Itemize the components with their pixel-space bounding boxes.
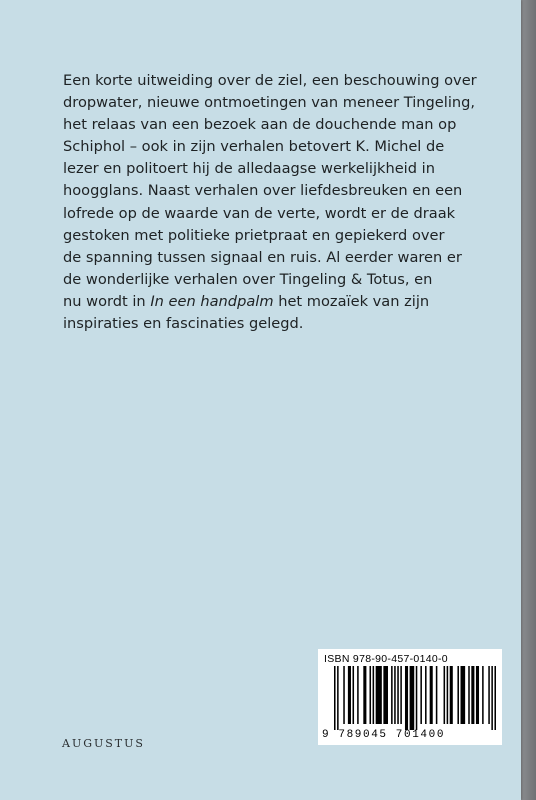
blurb-line: hoogglans. Naast verhalen over liefdesbreuken en een — [63, 182, 463, 200]
blurb-line: Schiphol – ook in zijn verhalen betovert K. Michel de — [63, 138, 445, 156]
barcode-bar — [471, 666, 474, 724]
barcode-bar — [482, 666, 484, 724]
blurb-line: lofrede op de waarde van de verte, wordt er de draak — [63, 204, 456, 222]
barcode-bar — [376, 666, 382, 724]
barcode-icon — [334, 666, 496, 730]
barcode-bar — [383, 666, 388, 724]
isbn-label: ISBN 978-90-457-0140-0 — [324, 653, 448, 665]
barcode-bar — [391, 666, 393, 724]
blurb-line: het relaas van een bezoek aan de douchende man op — [63, 116, 457, 134]
barcode-box — [318, 649, 502, 745]
barcode-bar — [416, 666, 418, 730]
barcode-bar — [357, 666, 359, 724]
barcode-bar — [369, 666, 371, 724]
barcode-bar — [405, 666, 408, 730]
barcode-bar — [425, 666, 427, 724]
publisher-name: AUGUSTUS — [62, 737, 145, 750]
barcode-bar — [373, 666, 375, 724]
barcode-bar — [353, 666, 355, 724]
barcode-bar — [394, 666, 396, 724]
barcode-bar — [468, 666, 470, 724]
barcode-bar — [494, 666, 496, 730]
barcode-bar — [444, 666, 446, 724]
barcode-bar — [410, 666, 415, 730]
barcode-bar — [450, 666, 453, 724]
blurb-line: gestoken met politieke prietpraat en gepiekerd over — [63, 226, 445, 244]
blurb-post: het mozaïek van zijn — [273, 292, 430, 310]
blurb-line: inspiraties en fascinaties gelegd. — [63, 315, 304, 333]
blurb-line: dropwater, nieuwe ontmoetingen van meneer Tingeling, — [63, 94, 476, 112]
barcode-bar — [397, 666, 399, 724]
ean-digits: 9 789045 701400 — [322, 729, 446, 741]
page-edge — [520, 0, 536, 800]
blurb-line: de wonderlijke verhalen over Tingeling & Totus, en — [63, 270, 433, 288]
barcode-bar — [436, 666, 438, 724]
blurb-pre: nu wordt in — [63, 292, 151, 310]
barcode-bar — [491, 666, 493, 730]
blurb-line: de spanning tussen signaal en ruis. Al eerder waren er — [63, 248, 462, 266]
blurb-line: lezer en politoert hij de alledaagse werkelijkheid in — [63, 160, 435, 178]
blurb-text — [63, 70, 493, 335]
barcode-bar — [348, 666, 351, 724]
barcode-bar — [476, 666, 479, 724]
barcode-bar — [430, 666, 433, 724]
barcode-bar — [400, 666, 402, 724]
barcode-bar — [447, 666, 449, 724]
barcode-bar — [334, 666, 336, 730]
barcode-bar — [343, 666, 345, 724]
barcode-bar — [461, 666, 466, 724]
blurb-line: Een korte uitweiding over de ziel, een beschouwing over — [63, 72, 477, 89]
barcode-bar — [420, 666, 422, 724]
barcode-bar — [488, 666, 490, 724]
barcode-bar — [457, 666, 459, 724]
barcode-bar — [337, 666, 339, 730]
blurb-line-with-title — [63, 291, 493, 313]
book-title-italic: In een handpalm — [150, 292, 274, 310]
barcode-bar — [363, 666, 366, 724]
